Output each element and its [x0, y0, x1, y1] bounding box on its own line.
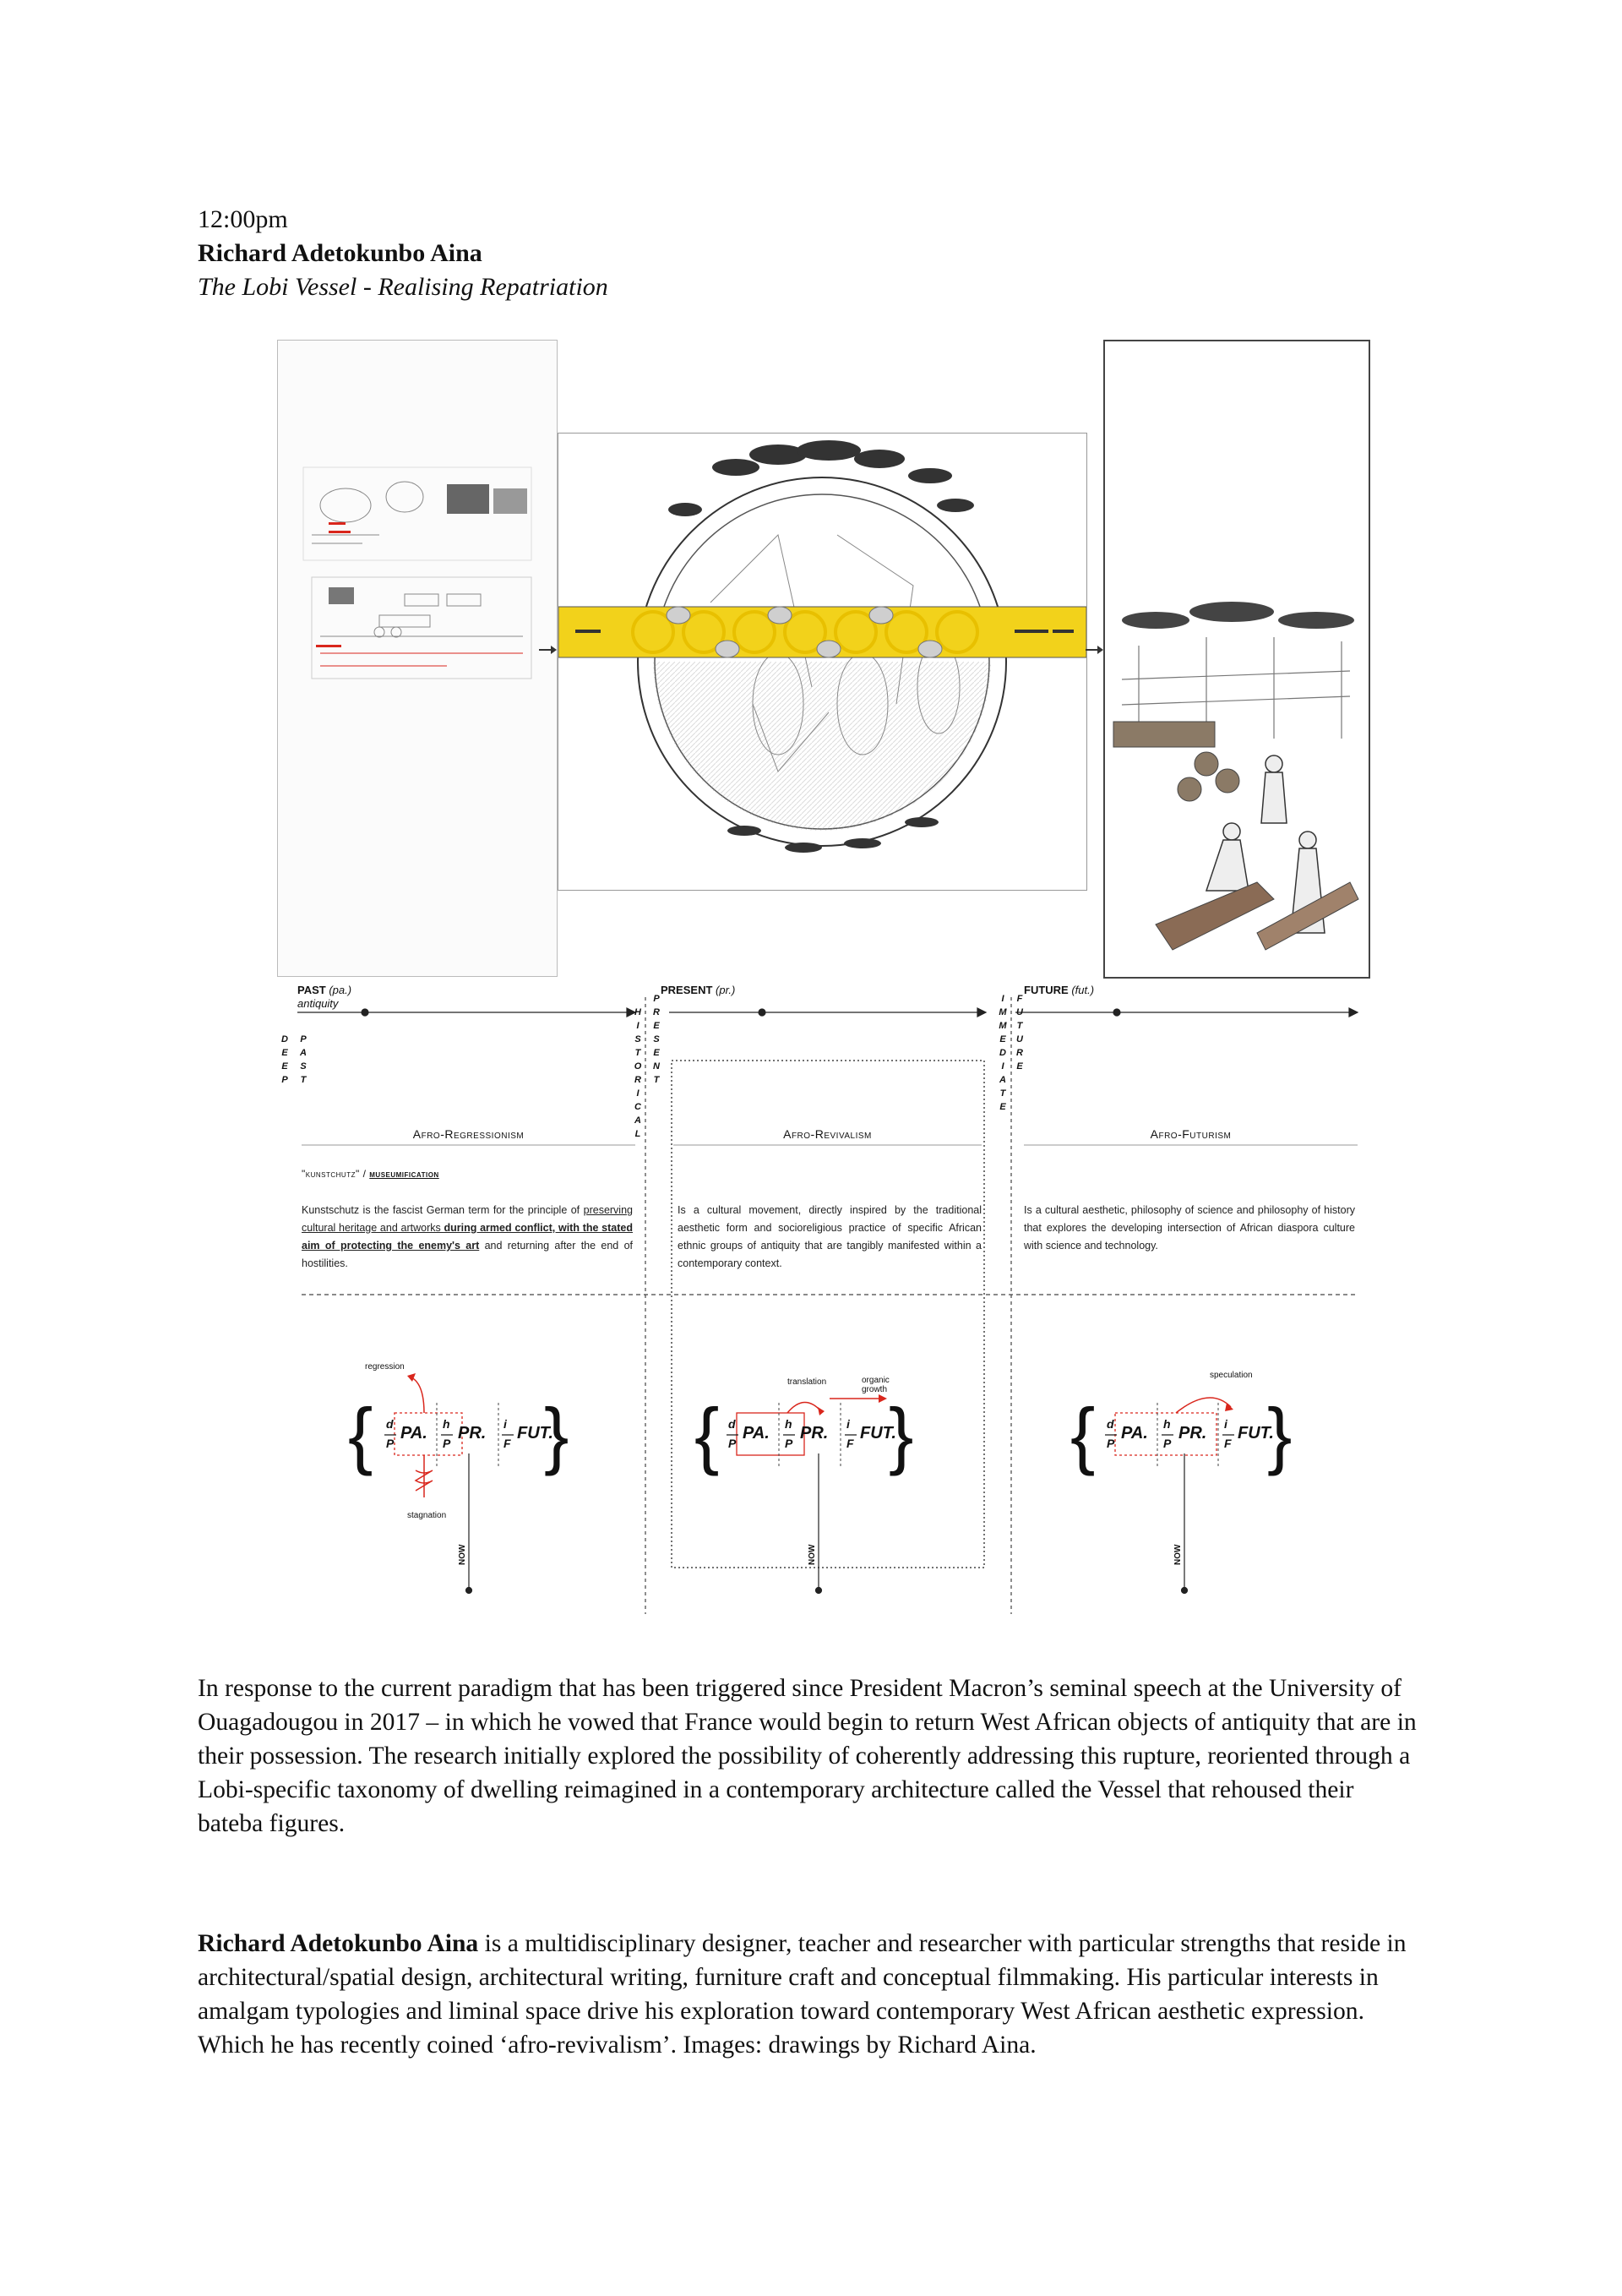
present-abbr: (pr.)	[716, 984, 736, 996]
lobi-vessel-drawing	[558, 433, 1087, 891]
afro-futurism-text: Is a cultural aesthetic, philosophy of science and philosophy of history that explores the developing intersection of African diaspora culture with science and technology.	[1024, 1204, 1355, 1252]
formula2-pa: PA.	[743, 1424, 770, 1442]
afro-futurism-title: Afro-Futurism	[1150, 1127, 1232, 1141]
formula2-pr: PR.	[800, 1424, 829, 1442]
talk-title: The Lobi Vessel - Realising Repatriation	[198, 273, 608, 301]
svg-text:i: i	[846, 1417, 850, 1431]
present-label-text: PRESENT	[661, 984, 713, 996]
timeline-diagram	[281, 980, 1362, 1622]
event-time: 12:00pm	[198, 205, 288, 233]
vertical-past: P A S T	[300, 1034, 307, 1085]
regression-label: regression	[365, 1362, 405, 1372]
svg-text:}: }	[889, 1393, 914, 1476]
formula3-pa: PA.	[1121, 1424, 1148, 1442]
arrow-left-to-middle	[539, 644, 558, 660]
afro-regressionism-text	[302, 1202, 633, 1273]
formula1-fut: FUT.	[517, 1424, 553, 1442]
bio-text: is a multidisciplinary designer, teacher and researcher with particular strengths that reside in architectural/spatial design, architectural writing, furniture craft and conceptual filmmaking. His particular interests in amalgam typologies and liminal space drive his exploration toward contemporary West African aesthetic expression. Which he has recently coined ‘afro-revivalism’. Images: drawings by Richard Aina.	[198, 1930, 1407, 2059]
vertical-future: F U T U R E	[1016, 994, 1023, 1072]
present-label	[661, 984, 735, 996]
col1-text-a: Kunstschutz is the fascist German term for the principle of	[302, 1204, 584, 1216]
svg-text:P: P	[785, 1437, 793, 1450]
future-label-text: FUTURE	[1024, 984, 1069, 996]
now-label-1: NOW	[458, 1544, 467, 1565]
kunstschutz-heading	[302, 1168, 439, 1180]
svg-text:h: h	[1163, 1417, 1171, 1431]
svg-text:P: P	[728, 1437, 737, 1450]
past-label	[297, 984, 351, 996]
past-label-text: PAST	[297, 984, 326, 996]
arrow-middle-to-right	[1086, 644, 1104, 660]
svg-text:P: P	[443, 1437, 451, 1450]
formula2-fut: FUT.	[860, 1424, 896, 1442]
col1-text-d: and returning after the end of hostilities.	[302, 1240, 633, 1269]
future-abbr: (fut.)	[1071, 984, 1095, 996]
formula3-pr: PR.	[1178, 1424, 1207, 1442]
craftsmen-drawing	[1103, 340, 1370, 979]
svg-text:h: h	[785, 1417, 792, 1431]
svg-text:}: }	[544, 1393, 569, 1476]
svg-text:F: F	[503, 1437, 511, 1450]
now-label-2: NOW	[808, 1544, 817, 1565]
svg-text:P: P	[386, 1437, 395, 1450]
svg-text:d: d	[1107, 1417, 1114, 1431]
past-abbr: (pa.)	[329, 984, 352, 996]
col1-text-b: preserving cultural heritage and artworks	[302, 1204, 633, 1234]
svg-text:d: d	[386, 1417, 394, 1431]
now-label-3: NOW	[1173, 1544, 1183, 1565]
formula1-pr: PR.	[458, 1424, 487, 1442]
svg-text:{: {	[348, 1393, 373, 1476]
svg-text:F: F	[846, 1437, 854, 1450]
antiquity-label: antiquity	[297, 997, 339, 1010]
vertical-present: P R E S E N T	[653, 994, 660, 1085]
kunstschutz-term: "kunstchutz" /	[302, 1168, 370, 1180]
organic-growth-label: organic growth	[862, 1376, 890, 1394]
svg-text:F: F	[1224, 1437, 1232, 1450]
afro-revivalism-title: Afro-Revivalism	[783, 1127, 872, 1141]
bio-paragraph	[198, 1927, 1423, 2062]
afro-revivalism-text: Is a cultural movement, directly inspired by the traditional aesthetic form and socioreligious practice of specific African ethnic groups of antiquity that are tangibly manifested within a contemporary context.	[678, 1204, 982, 1269]
formula1-pa: PA.	[400, 1424, 427, 1442]
museumification-term: museumification	[369, 1168, 439, 1180]
svg-text:}: }	[1267, 1393, 1293, 1476]
speculation-label: speculation	[1210, 1371, 1253, 1380]
description-paragraph: In response to the current paradigm that has been triggered since President Macron’s seminal speech at the University of Ouagadougou in 2017 – in which he vowed that France would begin to return West African objects of antiquity that are in their possession. The research initially explored the possibility of coherently addressing this rupture, reoriented through a Lobi-specific taxonomy of dwelling reimagined in a contemporary architecture called the Vessel that rehoused their bateba figures.	[198, 1675, 1417, 1837]
bio-name: Richard Adetokunbo Aina	[198, 1930, 479, 1957]
svg-text:{: {	[694, 1393, 720, 1476]
translation-label: translation	[787, 1377, 827, 1387]
stagnation-label: stagnation	[407, 1511, 447, 1520]
svg-text:i: i	[1224, 1417, 1227, 1431]
research-sheet-drawing	[277, 340, 558, 977]
svg-text:i: i	[503, 1417, 507, 1431]
vertical-historical: H I S T O R I C A L	[634, 1007, 642, 1139]
svg-text:h: h	[443, 1417, 450, 1431]
vertical-immediate: I M M E D I A T E	[999, 994, 1007, 1112]
svg-text:P: P	[1163, 1437, 1172, 1450]
svg-text:P: P	[1107, 1437, 1115, 1450]
afro-regressionism-title: Afro-Regressionism	[412, 1127, 525, 1141]
future-label	[1024, 984, 1094, 996]
formula3-fut: FUT.	[1238, 1424, 1274, 1442]
col1-text-c: during armed conflict, with the stated aim of protecting the enemy's art	[302, 1222, 633, 1252]
vertical-deep: D E E P	[281, 1034, 288, 1085]
svg-text:d: d	[728, 1417, 736, 1431]
svg-text:{: {	[1070, 1393, 1096, 1476]
speaker-name: Richard Adetokunbo Aina	[198, 239, 482, 267]
